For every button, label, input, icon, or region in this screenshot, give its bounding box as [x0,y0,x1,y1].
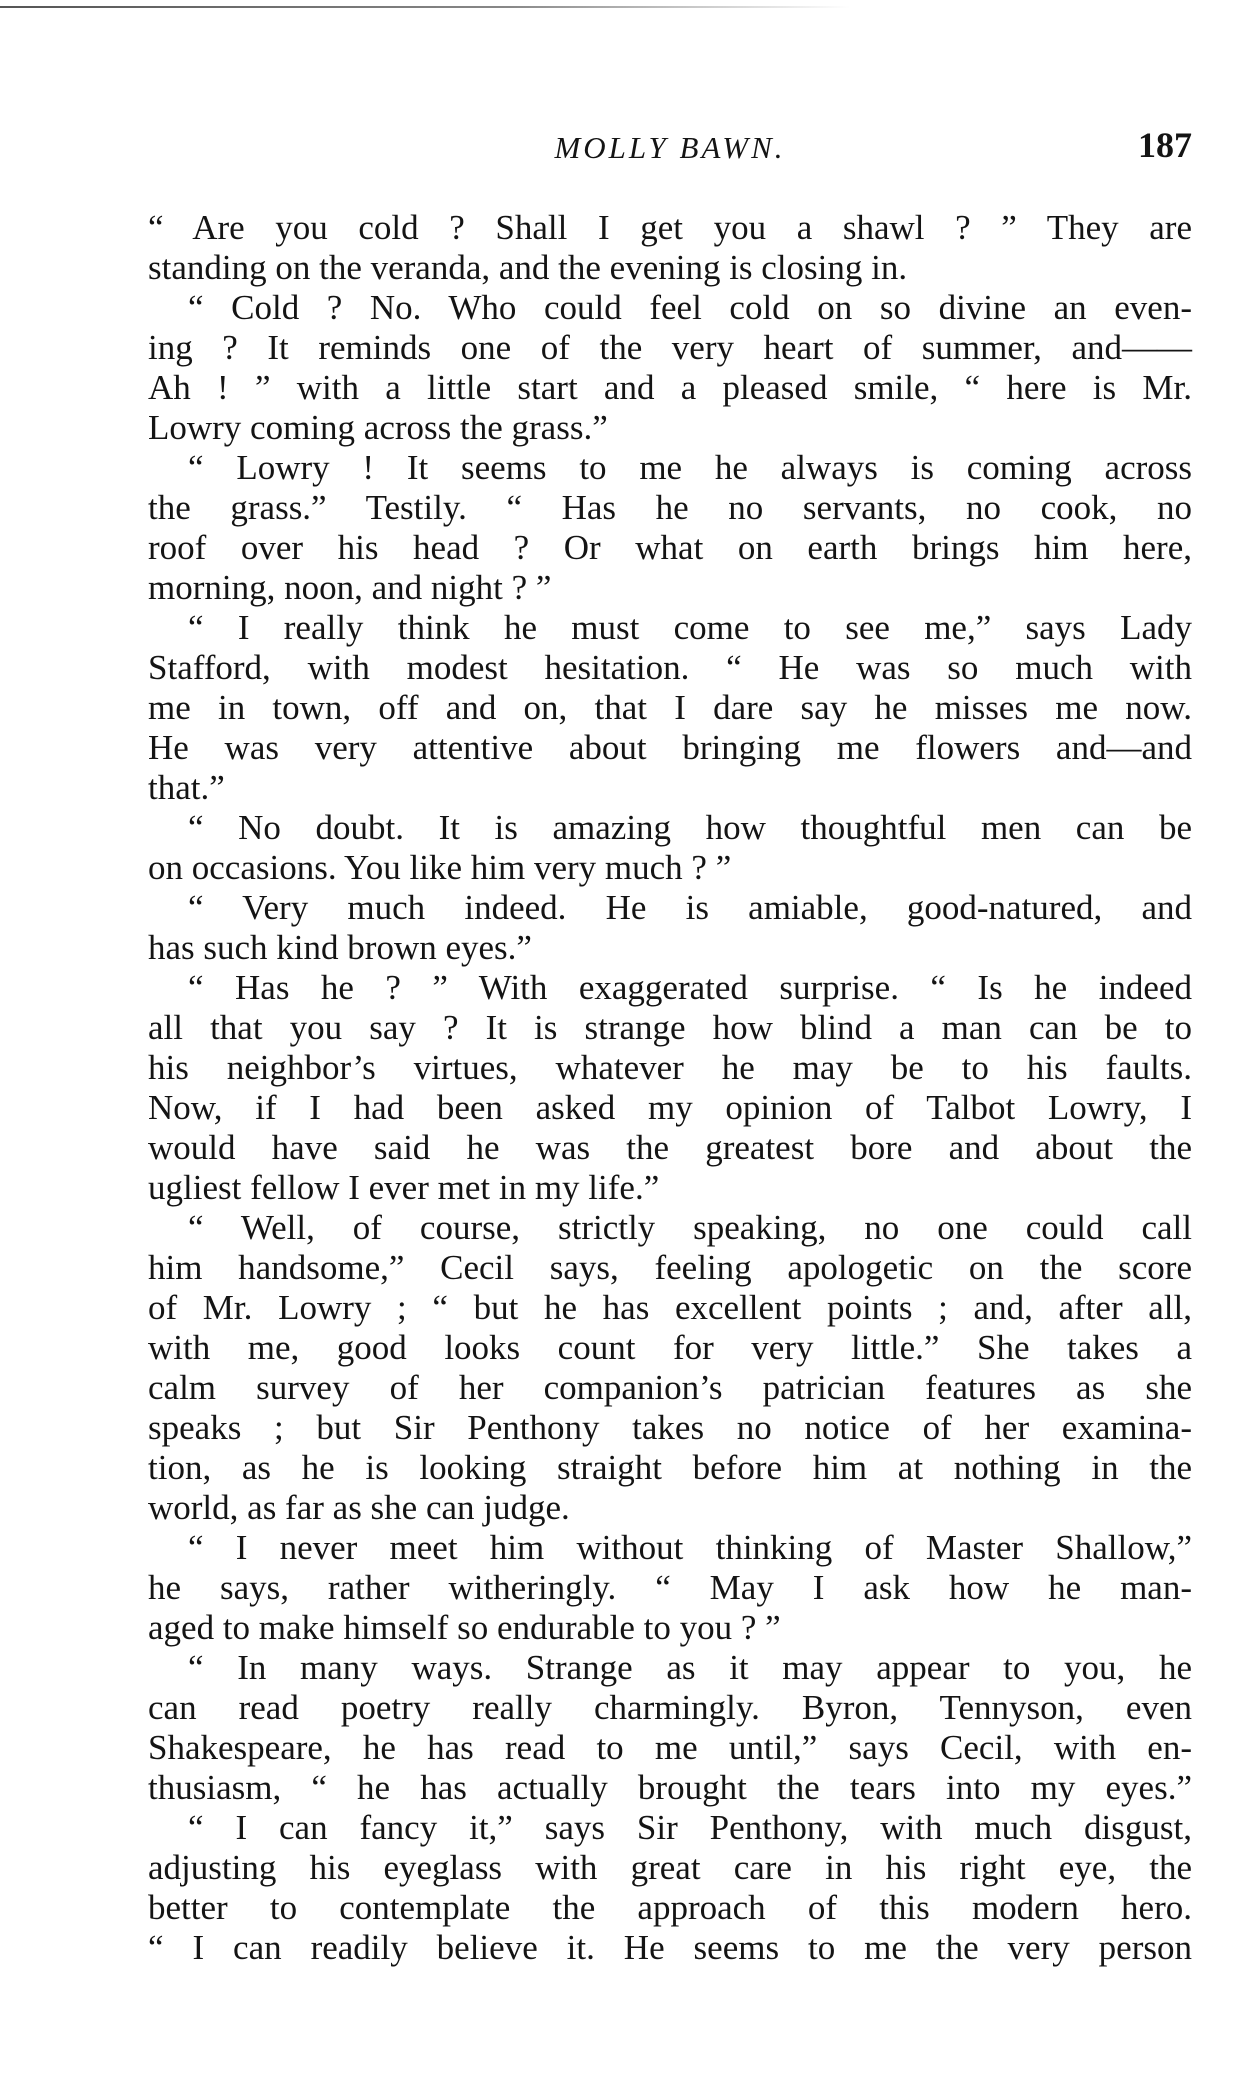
text-line: can read poetry really charmingly. Byron, Tennyson, even [148,1688,1192,1727]
text-line: “ Cold ? No. Who could feel cold on so divine an even- [188,288,1192,327]
text-line: “ Lowry ! It seems to me he always is coming across [188,448,1192,487]
text-line: Ah ! ” with a little start and a pleased smile, “ here is Mr. [148,368,1192,407]
text-line: Stafford, with modest hesitation. “ He was so much with [148,648,1192,687]
paragraph-4 [148,608,1192,808]
text-line: roof over his head ? Or what on earth brings him here, [148,528,1192,567]
text-line: “ I can readily believe it. He seems to me the very person [148,1928,1192,1967]
text-line: “ I can fancy it,” says Sir Penthony, with much disgust, [188,1808,1192,1847]
paragraph-6 [148,888,1192,968]
text-line: “ Very much indeed. He is amiable, good-natured, and [188,888,1192,927]
text-line: that.” [148,768,225,807]
paragraph-2 [148,288,1192,448]
text-line: ugliest fellow I ever met in my life.” [148,1168,660,1207]
text-line: He was very attentive about bringing me flowers and—and [148,728,1192,767]
body-text [148,208,1192,1968]
paragraph-5 [148,808,1192,888]
text-line: “ I really think he must come to see me,” says Lady [188,608,1192,647]
text-line: thusiasm, “ he has actually brought the tears into my eyes.” [148,1768,1192,1807]
text-line: him handsome,” Cecil says, feeling apologetic on the score [148,1248,1192,1287]
text-line: his neighbor’s virtues, whatever he may be to his faults. [148,1048,1192,1087]
page-number: 187 [1138,125,1192,165]
paragraph-11 [148,1808,1192,1968]
text-line: Now, if I had been asked my opinion of Talbot Lowry, I [148,1088,1192,1127]
text-line: aged to make himself so endurable to you ? ” [148,1608,781,1647]
text-line: better to contemplate the approach of this modern hero. [148,1888,1192,1927]
text-line: of Mr. Lowry ; “ but he has excellent points ; and, after all, [148,1288,1192,1327]
text-line: standing on the veranda, and the evening is closing in. [148,248,908,287]
top-rule [0,6,850,8]
text-line: morning, noon, and night ? ” [148,568,552,607]
text-line: he says, rather witheringly. “ May I ask how he man- [148,1568,1192,1607]
paragraph-3 [148,448,1192,608]
text-line: adjusting his eyeglass with great care in his right eye, the [148,1848,1192,1887]
text-line: “ Well, of course, strictly speaking, no one could call [188,1208,1192,1247]
text-line: would have said he was the greatest bore and about the [148,1128,1192,1167]
paragraph-10 [148,1648,1192,1808]
text-line: Lowry coming across the grass.” [148,408,608,447]
text-line: calm survey of her companion’s patrician features as she [148,1368,1192,1407]
paragraph-8 [148,1208,1192,1528]
text-line: ing ? It reminds one of the very heart of summer, and—— [148,328,1192,367]
text-line: “ Has he ? ” With exaggerated surprise. “ Is he indeed [188,968,1192,1007]
text-line: Shakespeare, he has read to me until,” says Cecil, with en- [148,1728,1192,1767]
paragraph-9 [148,1528,1192,1648]
text-line: has such kind brown eyes.” [148,928,532,967]
page-header [148,125,1192,174]
text-line: tion, as he is looking straight before him at nothing in the [148,1448,1192,1487]
paragraph-1 [148,208,1192,288]
text-line: on occasions. You like him very much ? ” [148,848,732,887]
running-title: MOLLY BAWN. [554,130,786,165]
text-line: “ I never meet him without thinking of Master Shallow,” [188,1528,1192,1567]
text-line: speaks ; but Sir Penthony takes no notice of her examina- [148,1408,1192,1447]
text-line: me in town, off and on, that I dare say he misses me now. [148,688,1192,727]
text-line: “ No doubt. It is amazing how thoughtful men can be [188,808,1192,847]
text-line: with me, good looks count for very little.” She takes a [148,1328,1192,1367]
text-line: all that you say ? It is strange how blind a man can be to [148,1008,1192,1047]
text-line: “ In many ways. Strange as it may appear to you, he [188,1648,1192,1687]
text-line: “ Are you cold ? Shall I get you a shawl ? ” They are [148,208,1192,247]
text-line: world, as far as she can judge. [148,1488,570,1527]
paragraph-7 [148,968,1192,1208]
text-line: the grass.” Testily. “ Has he no servants, no cook, no [148,488,1192,527]
